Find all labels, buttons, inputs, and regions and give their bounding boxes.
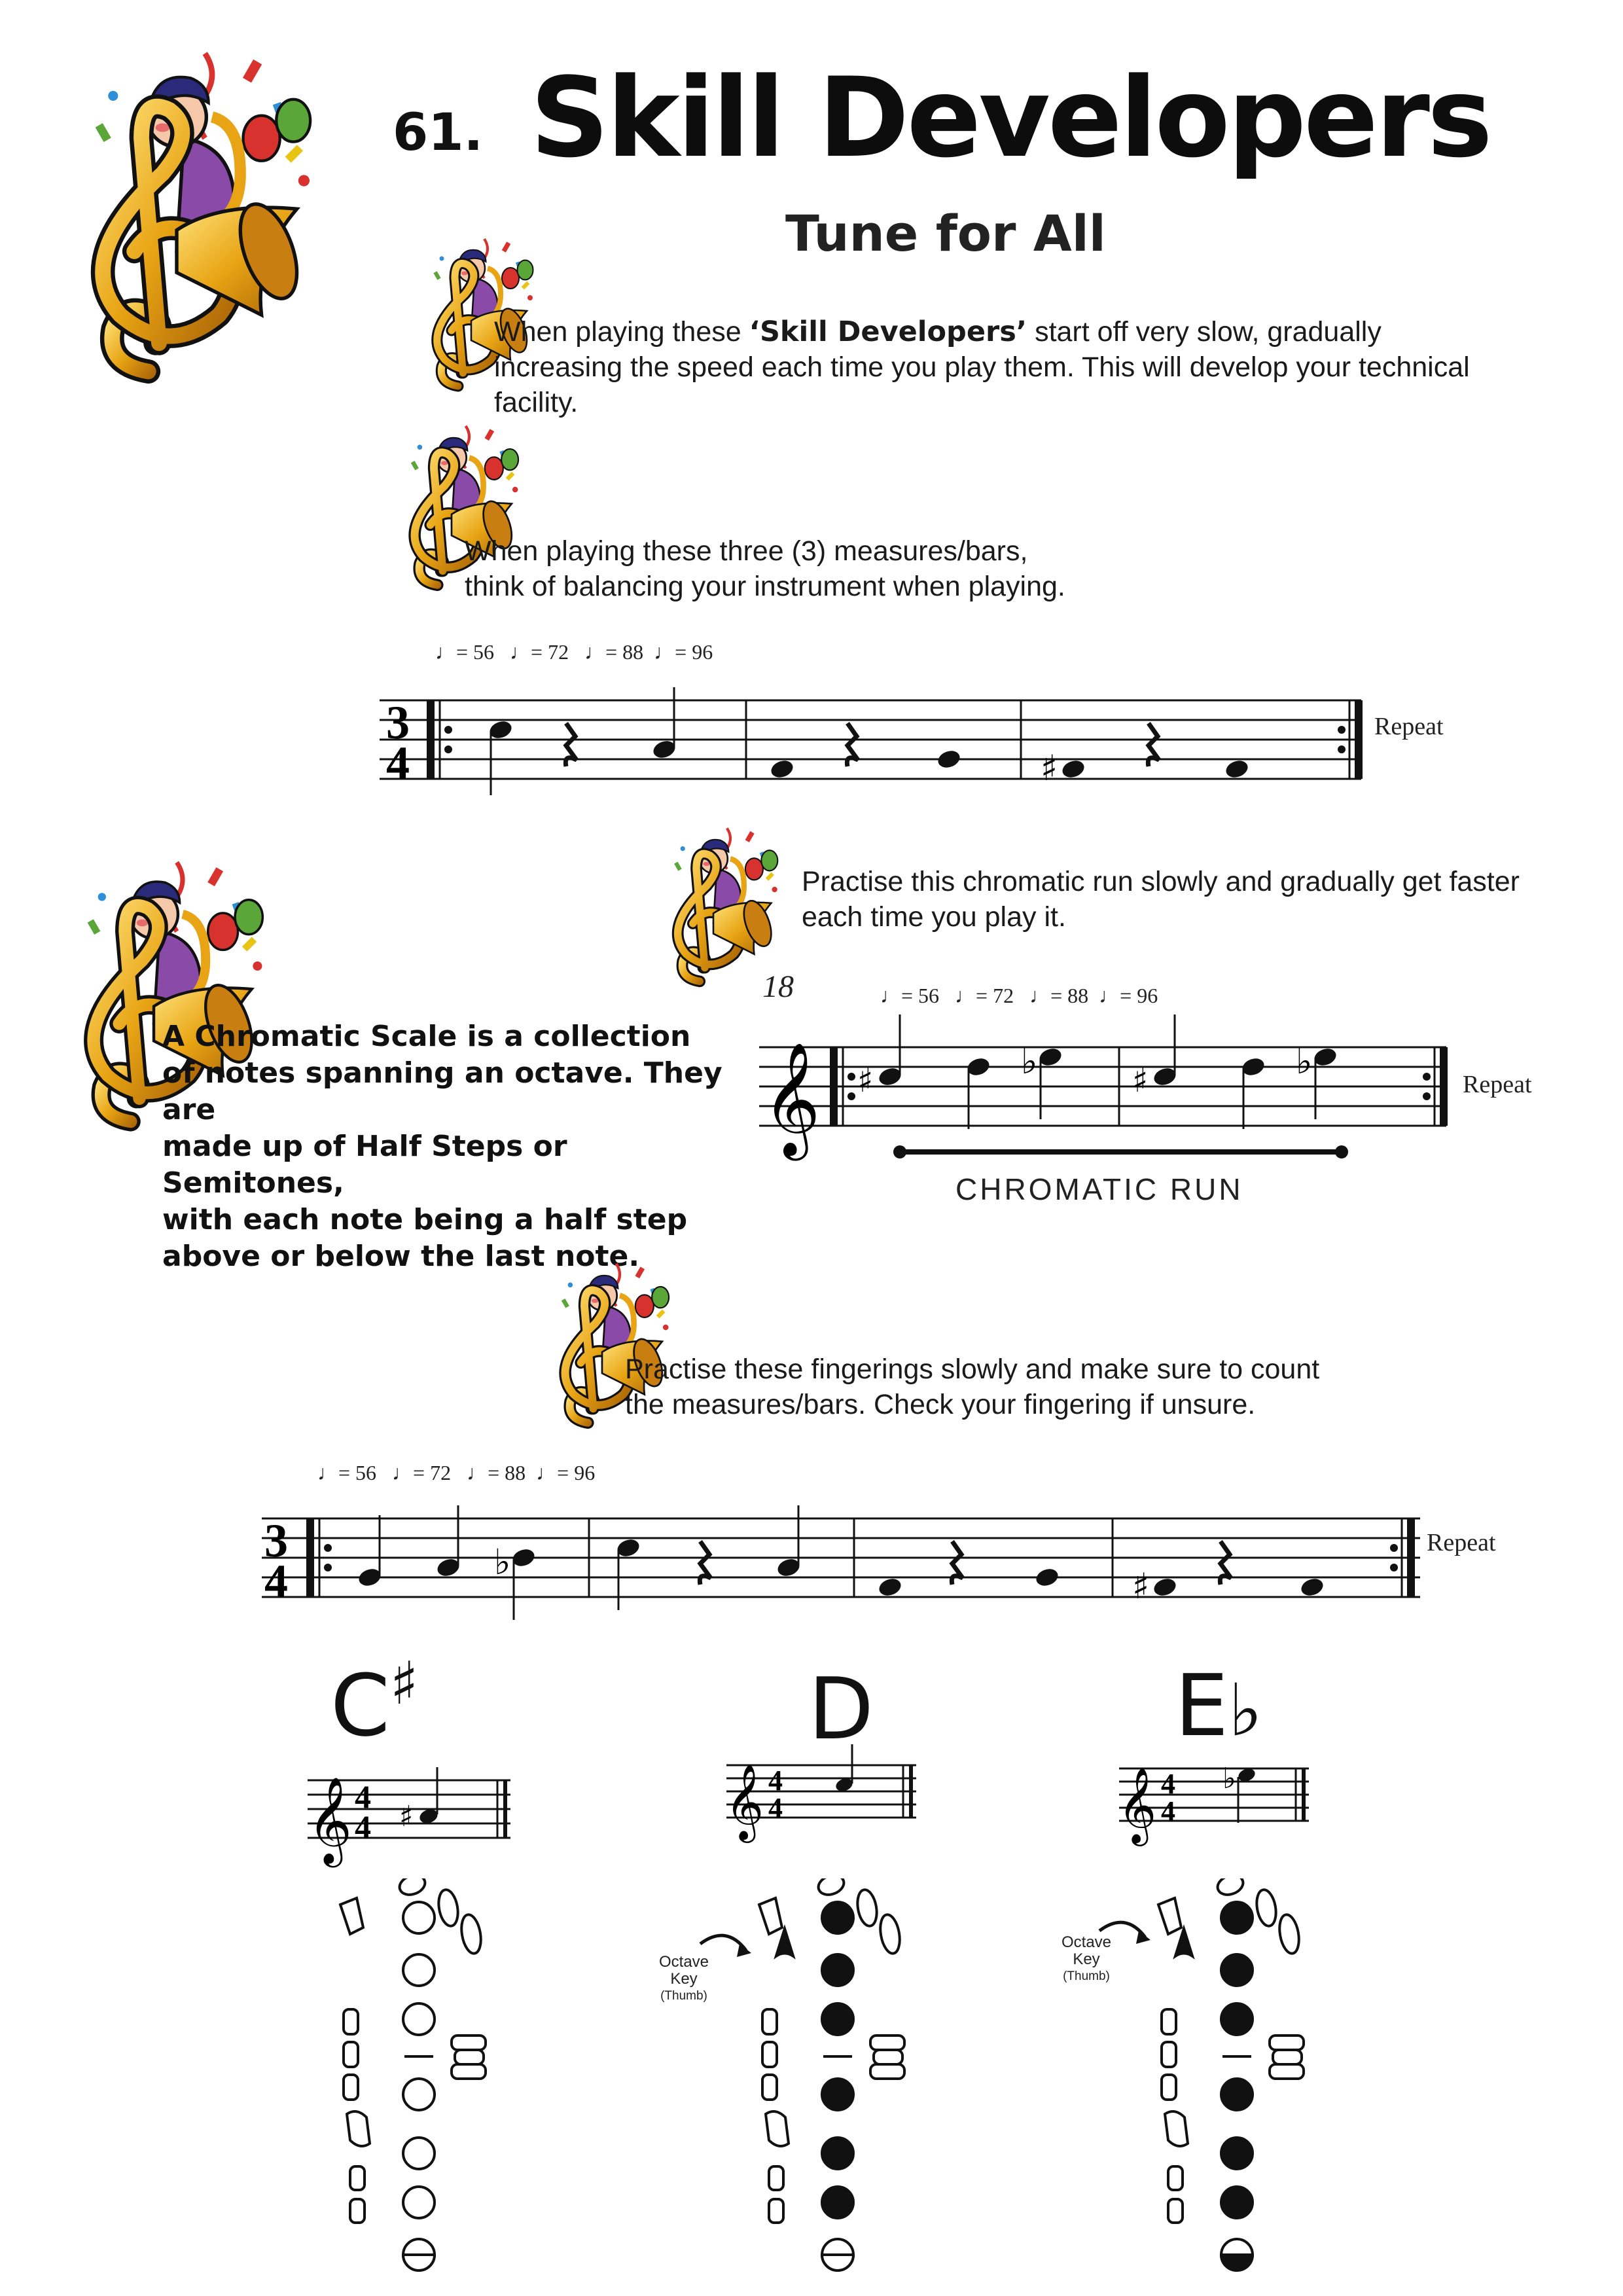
- intro-line-1: When playing these ‘Skill Developers’ start off very slow, gradually: [494, 315, 1382, 348]
- tempo-88: ♩= 88: [584, 640, 644, 664]
- svg-text:4: 4: [768, 1792, 783, 1824]
- tempo-72: ♩= 72: [510, 640, 569, 664]
- svg-text:♭: ♭: [1222, 1762, 1236, 1795]
- fingering-instruction: Practise these fingerings slowly and make sure to count the measures/bars. Check your fingering if unsure.: [625, 1354, 1320, 1420]
- intro-line-2: increasing the speed each time you play them. This will develop your technical facility.: [494, 351, 1470, 418]
- side-key: [452, 2064, 486, 2079]
- main-key: [403, 2187, 435, 2218]
- balance-instruction: [465, 533, 1381, 604]
- small-staff-d: [720, 1744, 929, 1849]
- side-key: [344, 2042, 358, 2067]
- svg-text:♭: ♭: [494, 1541, 511, 1583]
- main-key: [403, 2138, 435, 2169]
- main-key: [1221, 2187, 1253, 2218]
- palm-key: [1254, 1888, 1278, 1928]
- time-sig-top: 3: [264, 1515, 288, 1567]
- fingering-diagram-e-flat: [1139, 1878, 1335, 2284]
- fingering-diagram-d: [740, 1878, 936, 2284]
- side-key: [870, 2036, 904, 2050]
- front-f-key: [1158, 1898, 1181, 1934]
- main-key: [822, 1902, 853, 1933]
- palm-key: [436, 1888, 460, 1928]
- main-key: [403, 2079, 435, 2110]
- front-f-key: [340, 1898, 363, 1934]
- small-staff-e-flat: [1113, 1748, 1322, 1852]
- svg-text:♭: ♭: [1296, 1041, 1313, 1082]
- low-key-half: [403, 2255, 435, 2270]
- side-key: [1162, 2009, 1176, 2034]
- svg-text:4: 4: [1161, 1795, 1175, 1827]
- measure-number: 18: [762, 969, 794, 1004]
- pinky-key: [350, 2199, 365, 2223]
- main-key: [1221, 1902, 1253, 1933]
- main-key: [403, 2003, 435, 2035]
- staff-chromatic-run: [753, 1008, 1472, 1165]
- svg-text:♯: ♯: [1132, 1062, 1149, 1100]
- fingering-note-d: D: [808, 1659, 874, 1759]
- palm-key: [878, 1913, 902, 1955]
- tempo-96: ♩= 96: [536, 1461, 596, 1484]
- pinky-key: [1168, 2166, 1183, 2190]
- tempo-56: ♩= 56: [317, 1461, 377, 1484]
- main-key: [403, 1902, 435, 1933]
- side-key: [1273, 2050, 1302, 2064]
- side-key: [452, 2036, 486, 2050]
- palm-key: [1215, 1878, 1245, 1898]
- time-sig-bottom: 4: [264, 1555, 288, 1607]
- tempo-56: ♩= 56: [435, 640, 495, 664]
- main-key: [1221, 1954, 1253, 1986]
- pinky-key: [1165, 2111, 1188, 2146]
- main-key: [822, 2079, 853, 2110]
- side-key: [1270, 2036, 1304, 2050]
- fingering-diagram-c-sharp: [321, 1878, 517, 2284]
- main-key: [403, 1954, 435, 1986]
- tempo-72: ♩= 72: [955, 984, 1014, 1007]
- repeat-label-3: Repeat: [1427, 1529, 1496, 1556]
- svg-text:♭: ♭: [1021, 1041, 1038, 1082]
- side-key: [874, 2050, 902, 2064]
- mascot-large-icon: [33, 39, 321, 393]
- mascot-small-icon: [645, 821, 782, 992]
- skill-developers-highlight: ‘Skill Developers’: [749, 315, 1027, 348]
- octave-key-icon: [776, 1928, 794, 1957]
- svg-text:4: 4: [1161, 1768, 1175, 1800]
- palm-key: [815, 1878, 846, 1898]
- fingering-note-e-flat: E♭: [1175, 1656, 1263, 1755]
- pinky-key: [347, 2111, 370, 2146]
- svg-text:4: 4: [355, 1778, 371, 1815]
- side-key: [762, 2075, 777, 2100]
- time-sig-top: 3: [386, 696, 410, 749]
- pinky-key: [769, 2166, 783, 2190]
- repeat-label-2: Repeat: [1463, 1071, 1532, 1098]
- tempo-markings: [317, 1461, 595, 1485]
- palm-key: [1277, 1913, 1302, 1955]
- main-key: [822, 2187, 853, 2218]
- octave-key-arrow-icon: [694, 1924, 759, 1964]
- octave-key-icon: [1175, 1928, 1193, 1957]
- side-key: [762, 2042, 777, 2067]
- tempo-markings: [880, 984, 1158, 1008]
- main-key: [1221, 2003, 1253, 2035]
- side-key: [1270, 2064, 1304, 2079]
- treble-clef-icon: 𝄞: [762, 1042, 821, 1156]
- octave-key-arrow-icon: [1093, 1911, 1158, 1950]
- time-sig-bottom: 4: [386, 737, 410, 789]
- side-key: [762, 2009, 777, 2034]
- main-key: [822, 2138, 853, 2169]
- octave-key-label-e-flat: Octave Key (Thumb): [1061, 1933, 1112, 1983]
- svg-text:♯: ♯: [399, 1800, 414, 1833]
- chromatic-scale-definition: A Chromatic Scale is a collection of notes spanning an octave. They are made up of Half Steps or Semitones, with each note being a half step above or below the last note.: [162, 1020, 722, 1273]
- balance-line-2: think of balancing your instrument when playing.: [465, 571, 1065, 602]
- palm-key: [459, 1913, 484, 1955]
- pinky-key: [1168, 2199, 1183, 2223]
- repeat-label-1: Repeat: [1374, 713, 1444, 740]
- palm-key: [397, 1878, 427, 1898]
- svg-text:4: 4: [355, 1808, 371, 1845]
- intro-instruction: [494, 314, 1541, 420]
- tempo-96: ♩= 96: [654, 640, 713, 664]
- side-key: [1162, 2042, 1176, 2067]
- svg-text:4: 4: [768, 1765, 783, 1797]
- tempo-56: ♩= 56: [880, 984, 940, 1007]
- staff-exercise-1: [366, 668, 1387, 825]
- pinky-key: [769, 2199, 783, 2223]
- small-staff-c-sharp: [301, 1754, 524, 1872]
- main-key: [1221, 2079, 1253, 2110]
- svg-text:♯: ♯: [857, 1062, 874, 1100]
- treble-clef-icon: 𝄞: [725, 1763, 764, 1840]
- tempo-markings: [435, 640, 713, 664]
- page-subtitle: Tune for All: [785, 204, 1106, 262]
- treble-clef-icon: 𝄞: [308, 1776, 352, 1864]
- low-key-half: [1221, 2255, 1253, 2270]
- side-key: [1162, 2075, 1176, 2100]
- staff-exercise-3: [255, 1486, 1427, 1643]
- front-f-key: [759, 1898, 782, 1934]
- tempo-96: ♩= 96: [1099, 984, 1158, 1007]
- chromatic-run-label: CHROMATIC RUN: [955, 1172, 1243, 1206]
- svg-text:♯: ♯: [1132, 1566, 1150, 1607]
- side-key: [455, 2050, 484, 2064]
- side-key: [870, 2064, 904, 2079]
- fingering-note-c-sharp: C♯: [330, 1649, 419, 1755]
- main-key: [822, 2003, 853, 2035]
- side-key: [344, 2075, 358, 2100]
- palm-key: [855, 1888, 879, 1928]
- octave-key-label-d: Octave Key (Thumb): [658, 1953, 709, 2003]
- pinky-key: [350, 2166, 365, 2190]
- tempo-88: ♩= 88: [467, 1461, 526, 1484]
- main-key: [822, 1954, 853, 1986]
- balance-line-1: When playing these three (3) measures/bars,: [465, 535, 1028, 567]
- side-key: [344, 2009, 358, 2034]
- svg-text:♯: ♯: [1041, 747, 1058, 789]
- tempo-88: ♩= 88: [1029, 984, 1089, 1007]
- treble-clef-icon: 𝄞: [1118, 1767, 1157, 1843]
- exercise-number: 61.: [393, 103, 484, 162]
- low-key-half: [822, 2255, 853, 2270]
- page-title: Skill Developers: [530, 54, 1490, 182]
- pinky-key: [766, 2111, 789, 2146]
- tempo-72: ♩= 72: [392, 1461, 452, 1484]
- main-key: [1221, 2138, 1253, 2169]
- chromatic-instruction: Practise this chromatic run slowly and gradually get faster each time you play it.: [802, 866, 1520, 933]
